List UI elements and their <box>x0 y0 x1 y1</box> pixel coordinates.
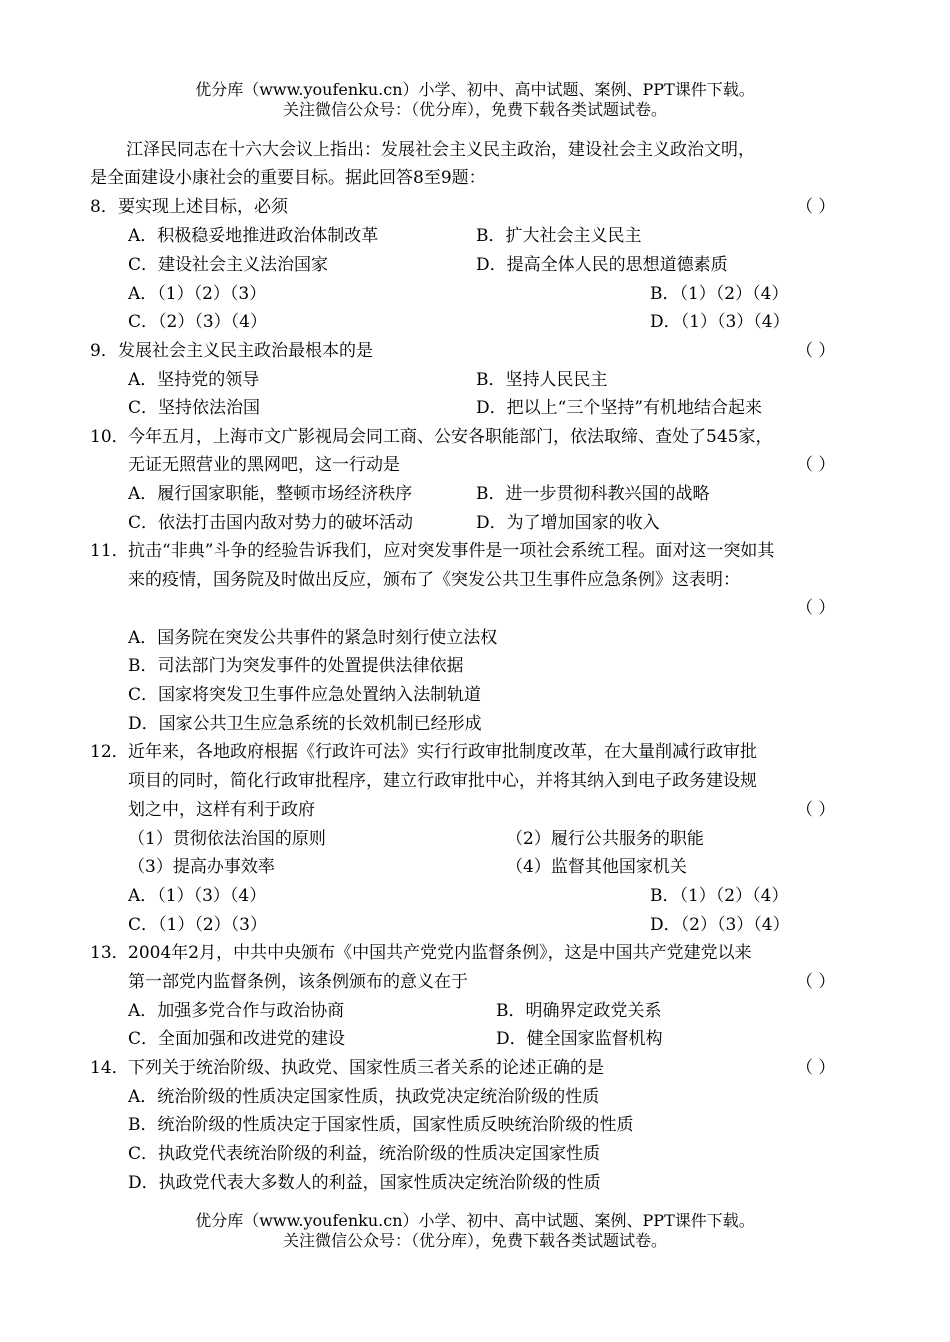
question-stem-line-1: 抗击“非典”斗争的经验告诉我们，应对突发事件是一项社会系统工程。面对这一突如其 <box>128 541 775 561</box>
option-c: C．执政党代表统治阶级的利益，统治阶级的性质决定国家性质 <box>128 1144 601 1164</box>
footer-line-2: 关注微信公众号：（优分库），免费下载各类试题试卷。 <box>282 1231 667 1250</box>
answer-bracket: （ ） <box>796 197 836 217</box>
answer-bracket: （ ） <box>796 800 836 820</box>
option-a: A．统治阶级的性质决定国家性质，执政党决定统治阶级的性质 <box>128 1087 600 1107</box>
question-stem-line-2: 项目的同时，简化行政审批程序，建立行政审批中心，并将其纳入到电子政务建设规 <box>128 771 757 791</box>
question-stem-line-1: 今年五月，上海市文广影视局会同工商、公安各职能部门，依法取缔、查处了545家， <box>128 427 773 447</box>
header-line-2: 关注微信公众号：（优分库），免费下载各类试题试卷。 <box>282 100 667 119</box>
question-stem: 下列关于统治阶级、执政党、国家性质三者关系的论述正确的是 <box>128 1058 604 1078</box>
answer-bracket: （ ） <box>796 1058 836 1078</box>
question-number: 9． <box>90 341 118 361</box>
question-number: 12． <box>90 742 129 762</box>
option-b: B．司法部门为突发事件的处置提供法律依据 <box>128 656 464 676</box>
question-number: 13． <box>90 943 129 963</box>
question-number: 10． <box>90 427 129 447</box>
question-number: 8． <box>90 197 118 217</box>
option-c: C．坚持依法治国 <box>128 398 261 418</box>
option-d: D．健全国家监督机构 <box>496 1029 663 1049</box>
option-b: B．统治阶级的性质决定于国家性质，国家性质反映统治阶级的性质 <box>128 1115 634 1135</box>
option-d: D．执政党代表大多数人的利益，国家性质决定统治阶级的性质 <box>128 1173 601 1193</box>
question-number: 11． <box>90 541 129 561</box>
option-d: D．把以上“三个坚持”有机地结合起来 <box>476 398 763 418</box>
option-c: C．建设社会主义法治国家 <box>128 255 329 275</box>
option-b: B．明确界定政党关系 <box>496 1001 662 1021</box>
question-stem-line-2: 第一部党内监督条例，该条例颁布的意义在于 <box>128 972 468 992</box>
option-b: B．坚持人民民主 <box>476 370 608 390</box>
statement-3: （3）提高办事效率 <box>128 857 275 877</box>
option-c: C．依法打击国内敌对势力的破坏活动 <box>128 513 414 533</box>
question-stem-line-2: 无证无照营业的黑网吧，这一行动是 <box>128 455 400 475</box>
option-d: D．提高全体人民的思想道德素质 <box>476 255 728 275</box>
question-stem: 发展社会主义民主政治最根本的是 <box>118 341 373 361</box>
option-a: A．加强多党合作与政治协商 <box>128 1001 345 1021</box>
combo-d: D．（2）（3）（4） <box>650 915 790 935</box>
answer-bracket: （ ） <box>796 341 836 361</box>
answer-bracket: （ ） <box>796 455 836 475</box>
option-a: A．国务院在突发公共事件的紧急时刻行使立法权 <box>128 628 498 648</box>
statement-4: （4）监督其他国家机关 <box>506 857 687 877</box>
question-stem-line-2: 来的疫情，国务院及时做出反应，颁布了《突发公共卫生事件应急条例》这表明： <box>128 570 740 590</box>
intro-line-1: 江泽民同志在十六大会议上指出：发展社会主义民主政治，建设社会主义政治文明， <box>126 140 755 160</box>
combo-d: D．（1）（3）（4） <box>650 312 790 332</box>
option-a: A．履行国家职能，整顿市场经济秩序 <box>128 484 413 504</box>
answer-bracket: （ ） <box>796 972 836 992</box>
question-stem-line-1: 近年来，各地政府根据《行政许可法》实行行政审批制度改革，在大量削减行政审批 <box>128 742 757 762</box>
combo-b: B．（1）（2）（4） <box>650 886 789 906</box>
option-a: A．积极稳妥地推进政治体制改革 <box>128 226 379 246</box>
question-number: 14． <box>90 1058 129 1078</box>
answer-bracket: （ ） <box>796 598 836 618</box>
option-b: B．进一步贯彻科教兴国的战略 <box>476 484 710 504</box>
combo-a: A．（1）（3）（4） <box>128 886 267 906</box>
option-c: C．国家将突发卫生事件应急处置纳入法制轨道 <box>128 685 482 705</box>
option-d: D．为了增加国家的收入 <box>476 513 660 533</box>
statement-1: （1）贯彻依法治国的原则 <box>128 829 326 849</box>
combo-c: C．（2）（3）（4） <box>128 312 267 332</box>
option-d: D．国家公共卫生应急系统的长效机制已经形成 <box>128 714 482 734</box>
combo-b: B．（1）（2）（4） <box>650 284 789 304</box>
intro-line-2: 是全面建设小康社会的重要目标。据此回答8至9题： <box>90 168 486 188</box>
header-line-1: 优分库（www.youfenku.cn）小学、初中、高中试题、案例、PPT课件下载。 <box>195 80 755 99</box>
combo-c: C．（1）（2）（3） <box>128 915 267 935</box>
option-b: B．扩大社会主义民主 <box>476 226 642 246</box>
combo-a: A．（1）（2）（3） <box>128 284 267 304</box>
footer-line-1: 优分库（www.youfenku.cn）小学、初中、高中试题、案例、PPT课件下载。 <box>195 1211 755 1230</box>
question-stem-line-1: 2004年2月，中共中央颁布《中国共产党党内监督条例》，这是中国共产党建党以来 <box>128 943 752 963</box>
option-a: A．坚持党的领导 <box>128 370 260 390</box>
question-stem-line-3: 划之中，这样有利于政府 <box>128 800 315 820</box>
statement-2: （2）履行公共服务的职能 <box>506 829 704 849</box>
option-c: C．全面加强和改进党的建设 <box>128 1029 346 1049</box>
question-stem: 要实现上述目标，必须 <box>118 197 288 217</box>
